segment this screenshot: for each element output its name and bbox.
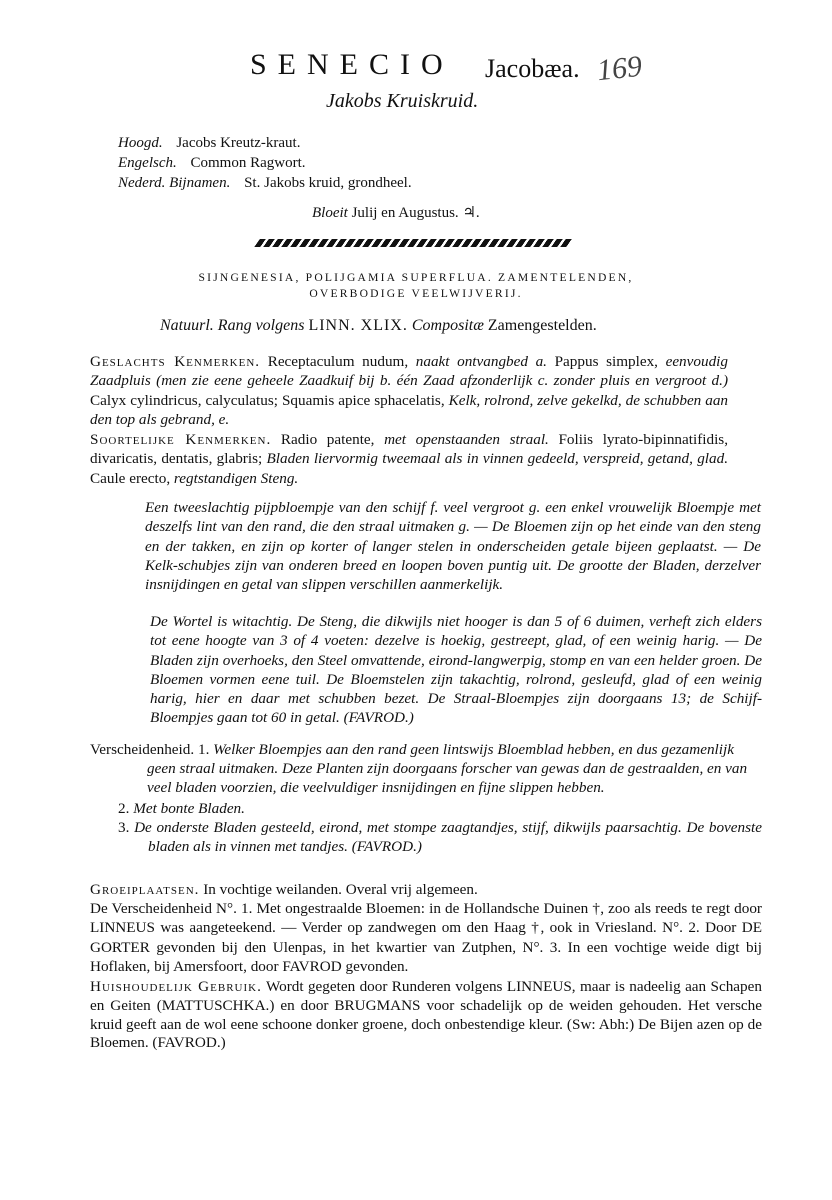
variety-number: 2. [118, 800, 130, 817]
habitats [90, 880, 762, 976]
perennial-symbol: ♃. [462, 205, 480, 221]
species-text: Radio patente, [280, 431, 375, 448]
name-row-engelsch [118, 153, 412, 173]
variety-item-3 [90, 818, 762, 856]
dutch-common-name: Jakobs Kruiskruid. [326, 90, 479, 112]
habitats-text: In vochtige weilanden. Overal vrij algemeen. [203, 881, 478, 898]
household-use [90, 978, 762, 1053]
natural-rank-label: Natuurl. Rang volgens [160, 317, 305, 334]
name-label: Engelsch. [118, 155, 177, 171]
decorative-rule [254, 239, 574, 247]
genus-text: Pappus simplex, [554, 353, 658, 370]
family-dutch: Zamengestelden. [487, 317, 597, 334]
species-text-dutch: Bladen liervormig tweemaal als in vinnen gedeeld, verspreid, getand, glad. [266, 450, 728, 468]
natural-rank [160, 317, 597, 335]
variety-text: Met bonte Bladen. [133, 800, 245, 817]
species-text-dutch: regtstandigen Steng. [173, 469, 299, 487]
bloom-label: Bloeit [312, 205, 348, 221]
species-text: Foliis lyrato-bipinnatifidis, divaricatis, dentatis, glabris; [90, 431, 728, 468]
linnaean-classification [0, 270, 832, 302]
vernacular-names [118, 133, 412, 193]
name-value: Jacobs Kreutz-kraut. [176, 135, 301, 151]
species-text: Caule erecto, [90, 469, 171, 487]
name-value: Common Ragwort. [190, 155, 306, 171]
variety-item-1 [90, 740, 762, 797]
species-text-dutch: met openstaanden straal. [384, 431, 549, 448]
linnaeus-reference: LINN. XLIX. [308, 317, 408, 334]
name-row-bijnamen [118, 173, 412, 193]
variety-number: 1. [197, 741, 210, 758]
species-title: Jacobæa. [485, 54, 580, 83]
habitats-detail: De Verscheidenheid N°. 1. Met ongestraalde Bloemen: in de Hollandsche Duinen †, zoo als reeds te regt door LINNEUS was aangeteekend. — Verder op zandwegen om den Haag †, ook in Vriesland. N°. 2. Door DE GORTER gevonden bij den Ulenpas, in het kwartier van Zutphen, N°. 3. In een vochtige weide digt bij Hoflaken, bij Amersfoort, door FAVROD gevonden. [90, 900, 762, 975]
name-row-hoogd [118, 133, 412, 153]
page-number: 169 [595, 49, 644, 88]
genus-text-dutch: Kelk, rolrond, zelve gekelkd, de schubben aan den top als gebrand, e. [90, 391, 729, 428]
genus-text: Calyx cylindricus, calyculatus; Squamis apice sphacelatis, [90, 391, 445, 409]
genus-heading: Geslachts Kenmerken. [90, 353, 261, 370]
varieties [90, 740, 762, 856]
family-latin: Compositæ [411, 317, 484, 334]
variety-text: De onderste Bladen gesteeld, eirond, met stompe zaagtandjes, stijf, dikwijls paarsachtig. De bovenste bladen als in vinnen met tandjes. (FAVROD.) [134, 819, 762, 855]
genus-text-dutch: eenvoudig Zaadpluis (men zie eene geheele Zaadkuif bij b. één Zaad afzonderlijk c. zonder pluis en vergroot d.) [90, 353, 728, 390]
genus-text-dutch: naakt ontvangbed a. [415, 353, 547, 370]
household-heading: Huishoudelijk Gebruik. [90, 978, 262, 995]
genus-characters [90, 352, 728, 429]
name-label: Hoogd. [118, 135, 163, 151]
classification-line-1: SIJNGENESIA, POLIJGAMIA SUPERFLUA. ZAMENTELENDEN, [198, 271, 634, 284]
description-plant: De Wortel is witachtig. De Steng, die dikwijls niet hooger is dan 5 of 6 duimen, verheft zich elders tot eene hoogte van 3 of 4 voeten: dezelve is hoekig, gestreept, glad, of een weinig harig. — De Bladen zijn overhoeks, den Steel omvattende, eirond-langwerpig, stomp en van een helder groen. De Bloemen vormen eene tuil. De Bloemstelen zijn takachtig, rolrond, gesleufd, glad of een weinig harig, hier en daar met schubben bezet. De Straal-Bloempjes zijn doorgaans 13; de Schijf-Bloempjes gaan tot 60 in getal. (FAVROD.) [150, 613, 762, 727]
bloom-period [312, 203, 480, 222]
name-value: St. Jakobs kruid, grondheel. [244, 175, 412, 191]
variety-item-2 [90, 799, 762, 818]
classification-line-2: OVERBODIGE VEELWIJVERIJ. [309, 287, 523, 300]
variety-text: Welker Bloempjes aan den rand geen lintswijs Bloemblad hebben, en dus gezamenlijk geen straal uitmaken. Deze Planten zijn doorgaans forscher van gewas dan de gestraalden, en van veel bladen voorzien, die veelvuldiger insnijdingen en fijne slippen hebben. [147, 741, 748, 796]
species-characters [90, 430, 728, 488]
variety-heading: Verscheidenheid. [90, 741, 195, 758]
habitats-heading: Groeiplaatsen. [90, 881, 200, 898]
bloom-value: Julij en Augustus. [351, 205, 459, 221]
genus-text: Receptaculum nudum, [267, 353, 409, 370]
genus-title: SENECIO [250, 48, 454, 81]
species-heading: Soortelijke Kenmerken. [90, 431, 272, 448]
variety-number: 3. [118, 819, 130, 836]
name-label: Nederd. Bijnamen. [118, 175, 231, 191]
household-text: Wordt gegeten door Runderen volgens LINNEUS, maar is nadeelig aan Schapen en Geiten (MATTUSCHKA.) en door BRUGMANS voor schadelijk op de weiden gehouden. Het versche kruid geeft aan de wol eene schoone donker groene, doch onbestendige kleur. (Sw: Abh:) De Bijen azen op de Bloemen. (FAVROD.) [90, 978, 762, 1052]
description-flowers: Een tweeslachtig pijpbloempje van den schijf f. veel vergroot g. een enkel vrouwelijk Bloempje met deszelfs lint van den rand, die den straal uitmaken g. — De Bloemen zijn op het einde van den steng en der takken, en zijn op korter of langer stelen in onderscheiden getale bijeen geplaatst. — De Kelk-schubjes zijn van onderen breed en loopen boven puntig uit. De grootte der Bladen, derzelver insnijdingen en getal van slippen verschillen aanmerkelijk. [145, 499, 761, 594]
